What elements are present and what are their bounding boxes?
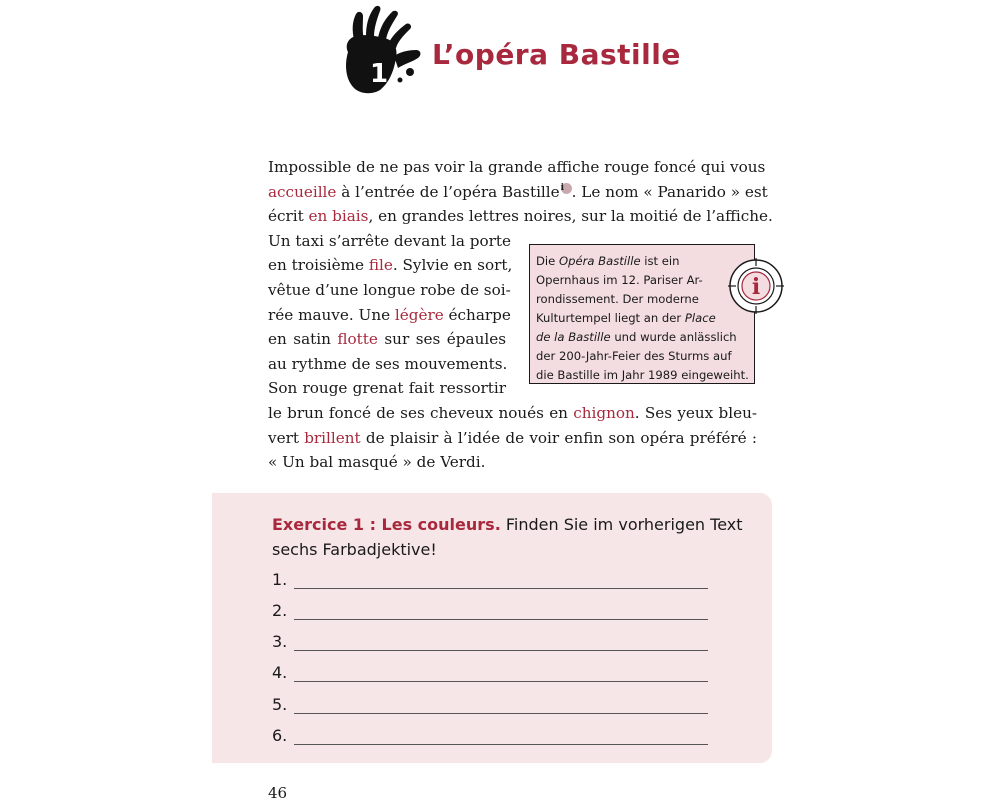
handprint-icon <box>336 0 426 95</box>
text-line: accueille à l’entrée de l’opéra Bastillei . Le nom « Panarido » est <box>268 182 768 201</box>
text-line: vert brillent de plaisir à l’idée de voir enfin son opéra préféré : <box>268 428 757 447</box>
text-line: rée mauve. Une légère écharpe <box>268 305 511 324</box>
info-target-icon <box>728 258 784 314</box>
answer-line-5[interactable]: 5. <box>272 695 708 721</box>
info-marker-icon: i <box>561 183 572 194</box>
vocab-word: flotte <box>337 330 378 349</box>
text-line: Son rouge grenat fait ressortir <box>268 379 506 398</box>
answer-line-4[interactable]: 4. <box>272 663 708 689</box>
text-line: écrit en biais, en grandes lettres noires, sur la moitié de l’affiche. <box>268 207 773 226</box>
text-line: le brun foncé de ses cheveux noués en chignon. Ses yeux bleu- <box>268 403 757 422</box>
info-icon-letter: i <box>751 274 761 300</box>
exercise-heading <box>272 512 752 562</box>
info-box: Die Opéra Bastille ist ein Opernhaus im 12. Pariser Ar- rondissement. Der moderne Kulturtempel liegt an der Place de la Bastille und wurde anlässlich der 200-Jahr-Feier des Sturms auf die Bastille im Jahr 1989 eingeweiht. <box>529 244 755 384</box>
chapter-title: L’opéra Bastille <box>432 38 681 71</box>
vocab-word: accueille <box>268 182 337 201</box>
chapter-number: 1 <box>370 59 389 89</box>
answer-line-6[interactable]: 6. <box>272 726 708 752</box>
answer-line-2[interactable]: 2. <box>272 601 708 627</box>
exercise-instruction: Finden Sie im vorherigen Text sechs Farbadjektive! <box>272 515 743 559</box>
text-line: Impossible de ne pas voir la grande affiche rouge foncé qui vous <box>268 158 766 176</box>
exercise-label: Exercice 1 : Les couleurs. <box>272 515 501 534</box>
vocab-word: brillent <box>304 428 361 447</box>
text-line: Un taxi s’arrête devant la porte <box>268 231 511 250</box>
text-line: en troisième file. Sylvie en sort, <box>268 256 513 275</box>
text-line: « Un bal masqué » de Verdi. <box>268 453 486 472</box>
text-line: au rythme de ses mouvements. <box>268 354 508 373</box>
answer-line-1[interactable]: 1. <box>272 570 708 596</box>
answer-line-3[interactable]: 3. <box>272 632 708 658</box>
vocab-word: chignon <box>573 403 635 422</box>
vocab-word: légère <box>394 305 444 324</box>
vocab-word: en biais <box>308 207 369 226</box>
text-line: vêtue d’une longue robe de soi- <box>268 280 511 299</box>
text-line: en satin flotte sur ses épaules <box>268 330 506 349</box>
page-number: 46 <box>268 784 288 802</box>
vocab-word: file <box>368 256 393 275</box>
